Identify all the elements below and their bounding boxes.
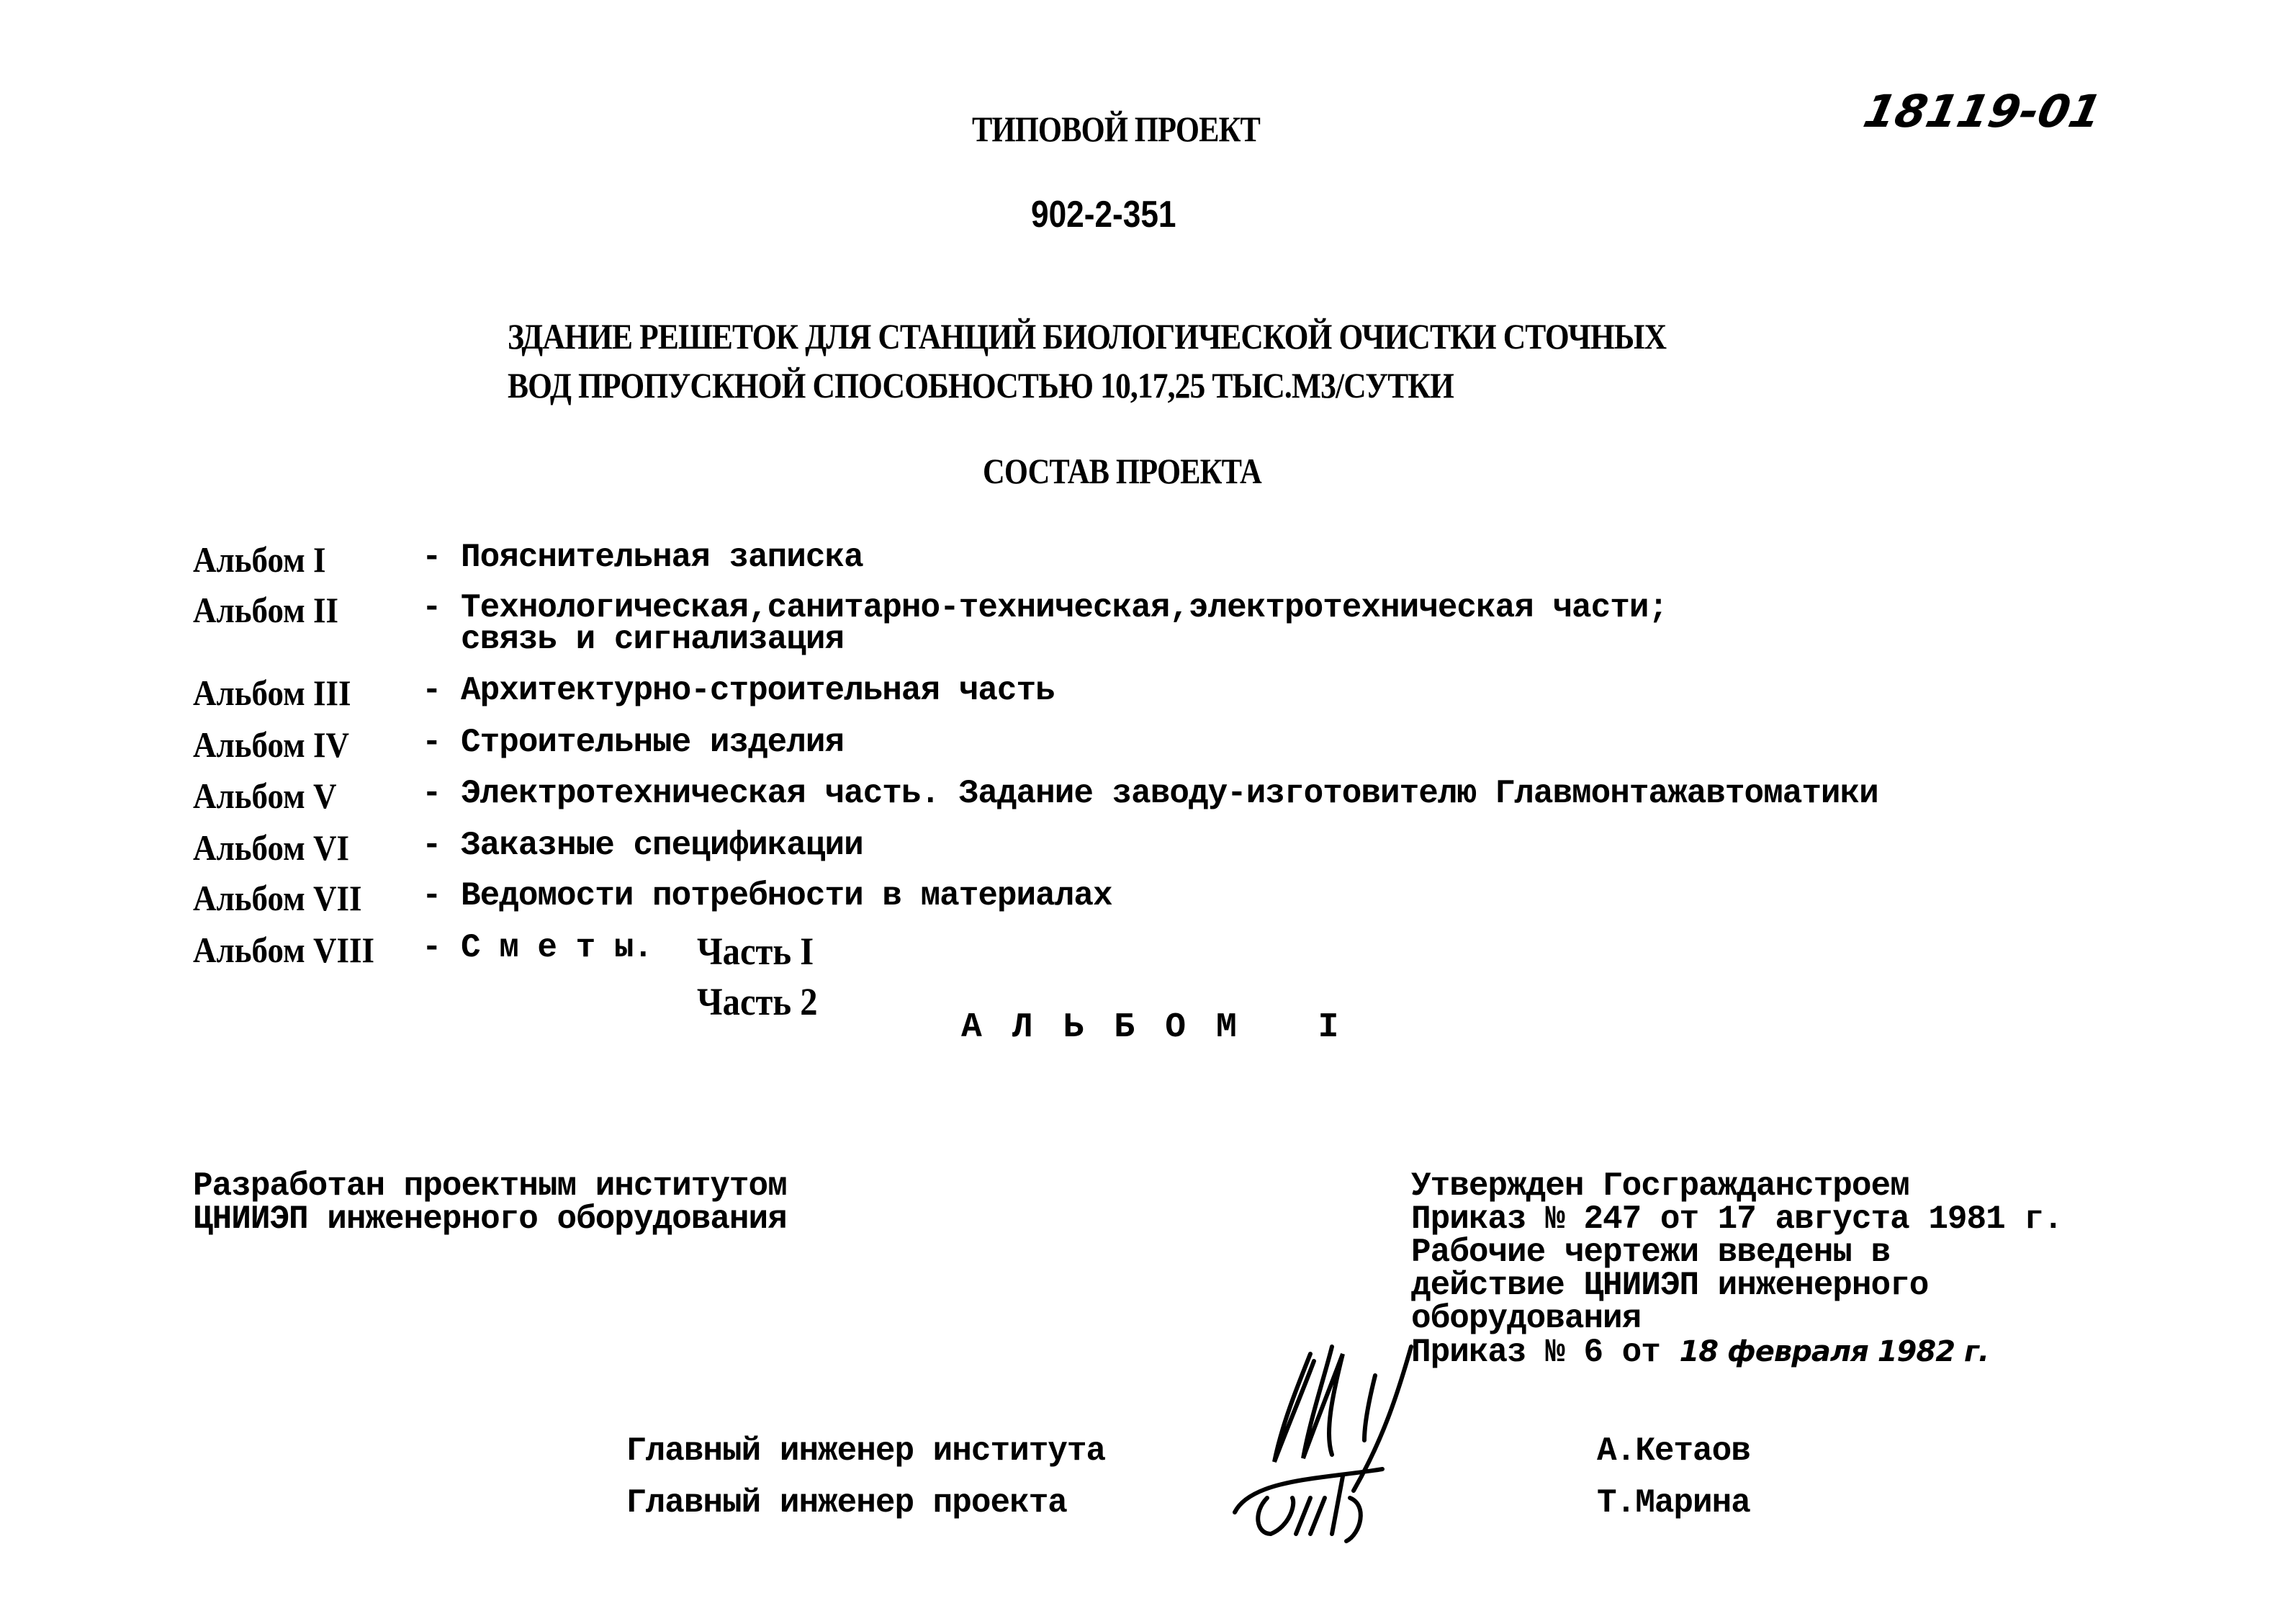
album-label: Альбом I xyxy=(193,539,326,580)
album-item-5 xyxy=(193,775,2065,827)
project-number: 902-2-351 xyxy=(1031,194,1176,235)
signature-role-1: Главный инженер института xyxy=(626,1432,1106,1470)
dash: - xyxy=(422,827,442,864)
estimate-part-1: Часть I xyxy=(697,930,814,973)
dash: - xyxy=(422,724,442,761)
approval-line4: действие ЦНИИЭП инженерного xyxy=(1411,1267,1929,1304)
album-description: Заказные спецификации xyxy=(461,827,863,864)
album-item-4 xyxy=(193,724,2065,776)
dash: - xyxy=(422,672,442,709)
album-item-2 xyxy=(193,589,2065,661)
signature-name-2: Т.Марина xyxy=(1597,1484,1750,1522)
album-label: Альбом VII xyxy=(193,878,362,918)
inventory-number: 18119-01 xyxy=(1859,85,2107,138)
album-item-6 xyxy=(193,827,2065,879)
composition-heading: СОСТАВ ПРОЕКТА xyxy=(983,451,1261,491)
album-label: Альбом III xyxy=(193,673,351,713)
dash: - xyxy=(422,877,442,915)
album-label: Альбом IV xyxy=(193,724,350,765)
album-description: Архитектурно-строительная часть xyxy=(461,672,1055,709)
album-description-cont: связь и сигнализация xyxy=(461,621,845,658)
order-prefix: Приказ № 6 от xyxy=(1411,1334,1660,1371)
developer-line1: Разработан проектным институтом xyxy=(193,1167,787,1205)
project-title-line1: ЗДАНИЕ РЕШЕТОК ДЛЯ СТАНЦИЙ БИОЛОГИЧЕСКОЙ ОЧИСТКИ СТОЧНЫХ xyxy=(508,316,1667,356)
album-item-1 xyxy=(193,539,2065,591)
approval-line1: Утвержден Госгражданстроем xyxy=(1411,1167,1909,1205)
approval-line5: оборудования xyxy=(1411,1300,1642,1337)
album-description: Ведомости потребности в материалах xyxy=(461,877,1112,915)
album-label: Альбом V xyxy=(193,776,337,816)
album-description: Технологическая,санитарно-техническая,электротехническая части; xyxy=(461,589,1668,627)
album-item-3 xyxy=(193,672,2065,724)
dash: - xyxy=(422,589,442,627)
handwritten-signature-icon xyxy=(1224,1332,1512,1548)
album-label: Альбом VIII xyxy=(193,930,375,970)
dash: - xyxy=(422,929,442,966)
album-description: Строительные изделия xyxy=(461,724,845,761)
developer-line2: ЦНИИЭП инженерного оборудования xyxy=(193,1200,787,1238)
order-date: 18 февраля 1982 г. xyxy=(1679,1335,1989,1368)
album-description: Электротехническая часть. Задание заводу-изготовителю Главмонтажавтоматики xyxy=(461,775,1878,812)
signature-name-1: А.Кетаов xyxy=(1597,1432,1750,1470)
album-description: С м е т ы. xyxy=(461,929,653,966)
approval-line3: Рабочие чертежи введены в xyxy=(1411,1234,1891,1271)
signature-role-2: Главный инженер проекта xyxy=(626,1484,1067,1522)
album-label: Альбом II xyxy=(193,590,339,630)
estimate-part-2: Часть 2 xyxy=(697,980,818,1023)
dash: - xyxy=(422,539,442,576)
album-description: Пояснительная записка xyxy=(461,539,863,576)
approval-line2: Приказ № 247 от 17 августа 1981 г. xyxy=(1411,1200,2063,1238)
album-item-7 xyxy=(193,877,2065,929)
project-title-line2: ВОД ПРОПУСКНОЙ СПОСОБНОСТЬЮ 10,17,25 ТЫС.М3/СУТКИ xyxy=(508,365,1454,405)
album-label: Альбом VI xyxy=(193,827,350,868)
dash: - xyxy=(422,775,442,812)
doc-type-heading: ТИПОВОЙ ПРОЕКТ xyxy=(972,109,1261,149)
current-album-label: АЛЬБОМ I xyxy=(961,1008,1369,1047)
